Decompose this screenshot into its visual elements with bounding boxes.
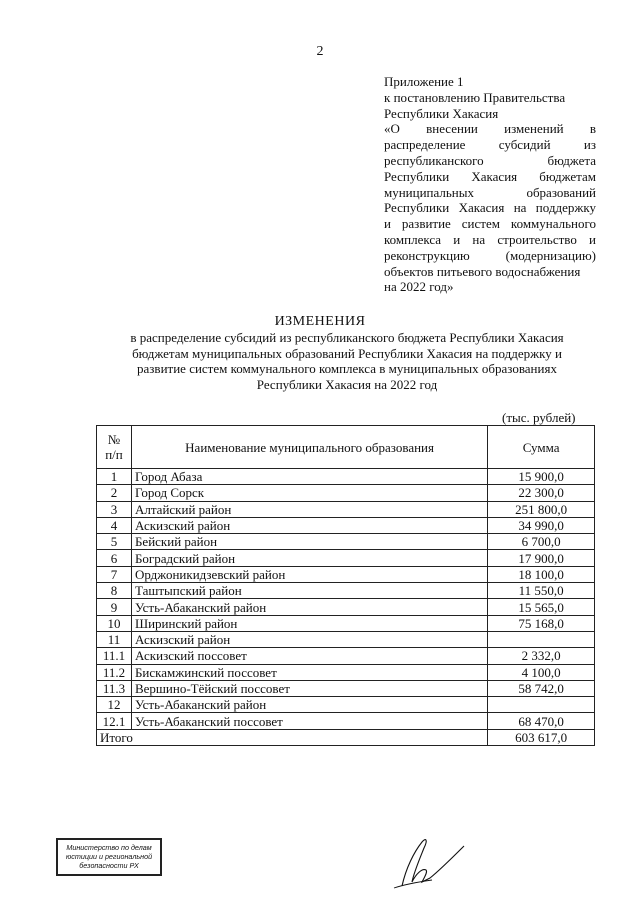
table-row xyxy=(97,664,595,680)
row-name: Город Абаза xyxy=(131,469,487,485)
row-sum: 15 900,0 xyxy=(488,469,595,485)
subsidies-table xyxy=(96,425,595,746)
table-row xyxy=(97,648,595,664)
document-title: ИЗМЕНЕНИЯ xyxy=(274,314,366,329)
appendix-line: Приложение 1 xyxy=(384,74,464,89)
row-sum: 11 550,0 xyxy=(488,583,595,599)
appendix-line: распределение субсидий из xyxy=(384,137,596,153)
header-num-pp: п/п xyxy=(105,447,123,462)
appendix-line: комплекса и на строительство и xyxy=(384,231,596,247)
row-sum: 22 300,0 xyxy=(488,485,595,501)
row-number: 9 xyxy=(97,599,132,615)
stamp-line: юстиции и региональной xyxy=(65,852,153,861)
table-row xyxy=(97,599,595,615)
table-header-row xyxy=(97,426,595,469)
row-sum: 18 100,0 xyxy=(488,566,595,582)
row-number: 5 xyxy=(97,534,132,550)
row-number: 12.1 xyxy=(97,713,132,729)
appendix-line: на 2022 год» xyxy=(384,279,454,295)
table-row xyxy=(97,469,595,485)
table-row xyxy=(97,631,595,647)
document-subtitle xyxy=(80,330,614,392)
header-num xyxy=(97,426,132,469)
row-number: 3 xyxy=(97,501,132,517)
row-name: Алтайский район xyxy=(131,501,487,517)
signature-mark xyxy=(392,828,472,892)
total-sum: 603 617,0 xyxy=(488,729,595,745)
row-name: Аскизский поссовет xyxy=(131,648,487,664)
appendix-line: реконструкцию (модернизацию) xyxy=(384,247,596,263)
units-label: (тыс. рублей) xyxy=(502,410,576,425)
row-sum xyxy=(488,697,595,713)
appendix-line: объектов питьевого водоснабжения xyxy=(384,263,581,279)
row-name: Орджоникидзевский район xyxy=(131,566,487,582)
appendix-line: муниципальных образований xyxy=(384,184,596,200)
table-row xyxy=(97,550,595,566)
row-sum: 251 800,0 xyxy=(488,501,595,517)
row-name: Вершино-Тёйский поссовет xyxy=(131,680,487,696)
row-number: 1 xyxy=(97,469,132,485)
appendix-line: к постановлению Правительства xyxy=(384,89,566,105)
row-name: Аскизский район xyxy=(131,631,487,647)
table-row xyxy=(97,534,595,550)
row-name: Город Сорск xyxy=(131,485,487,501)
row-number: 10 xyxy=(97,615,132,631)
total-row xyxy=(97,729,595,745)
table-row xyxy=(97,501,595,517)
table-body xyxy=(97,469,595,730)
table-row xyxy=(97,517,595,533)
row-sum: 17 900,0 xyxy=(488,550,595,566)
row-sum: 68 470,0 xyxy=(488,713,595,729)
appendix-line: республиканского бюджета xyxy=(384,152,596,168)
row-sum xyxy=(488,631,595,647)
row-name: Усть-Абаканский поссовет xyxy=(131,713,487,729)
row-number: 11.2 xyxy=(97,664,132,680)
subtitle-line: Республики Хакасия на 2022 год xyxy=(256,376,438,392)
row-name: Бейский район xyxy=(131,534,487,550)
subtitle-line: в распределение субсидий из республиканского бюджета Республики Хакасия xyxy=(130,330,564,345)
appendix-line: и развитие систем коммунального xyxy=(384,216,596,232)
row-name: Усть-Абаканский район xyxy=(131,599,487,615)
table-row xyxy=(97,583,595,599)
appendix-line: Республики Хакасия xyxy=(384,105,499,121)
page-number: 2 xyxy=(316,44,324,59)
appendix-body xyxy=(384,121,596,263)
row-name: Бискамжинский поссовет xyxy=(131,664,487,680)
row-number: 12 xyxy=(97,697,132,713)
appendix-line: Республики Хакасия на поддержку xyxy=(384,200,596,216)
row-name: Усть-Абаканский район xyxy=(131,697,487,713)
row-number: 11 xyxy=(97,631,132,647)
table-row xyxy=(97,713,595,729)
table-row xyxy=(97,615,595,631)
row-number: 4 xyxy=(97,517,132,533)
table-row xyxy=(97,566,595,582)
ministry-stamp xyxy=(56,838,162,876)
table-row xyxy=(97,485,595,501)
table-row xyxy=(97,680,595,696)
row-number: 6 xyxy=(97,550,132,566)
row-number: 11.1 xyxy=(97,648,132,664)
stamp-line: безопасности РХ xyxy=(79,861,139,870)
appendix-line: Республики Хакасия бюджетам xyxy=(384,168,596,184)
subtitle-line: развитие систем коммунального комплекса в муниципальных образованиях xyxy=(137,361,557,377)
row-sum: 58 742,0 xyxy=(488,680,595,696)
header-num-symbol: № xyxy=(107,432,121,447)
subtitle-line: бюджетам муниципальных образований Республики Хакасия на поддержку и xyxy=(132,345,562,361)
appendix-line: «О внесении изменений в xyxy=(384,121,596,137)
row-sum: 34 990,0 xyxy=(488,517,595,533)
row-sum: 4 100,0 xyxy=(488,664,595,680)
row-sum: 2 332,0 xyxy=(488,648,595,664)
row-sum: 75 168,0 xyxy=(488,615,595,631)
row-number: 8 xyxy=(97,583,132,599)
row-name: Боградский район xyxy=(131,550,487,566)
row-name: Ширинский район xyxy=(131,615,487,631)
appendix-block xyxy=(384,74,596,295)
table-row xyxy=(97,697,595,713)
stamp-line: Министерство по делам xyxy=(66,843,152,852)
row-number: 7 xyxy=(97,566,132,582)
row-name: Таштыпский район xyxy=(131,583,487,599)
total-label: Итого xyxy=(97,729,488,745)
header-name: Наименование муниципального образования xyxy=(131,426,487,469)
header-sum: Сумма xyxy=(488,426,595,469)
row-number: 11.3 xyxy=(97,680,132,696)
row-sum: 15 565,0 xyxy=(488,599,595,615)
row-sum: 6 700,0 xyxy=(488,534,595,550)
row-number: 2 xyxy=(97,485,132,501)
row-name: Аскизский район xyxy=(131,517,487,533)
